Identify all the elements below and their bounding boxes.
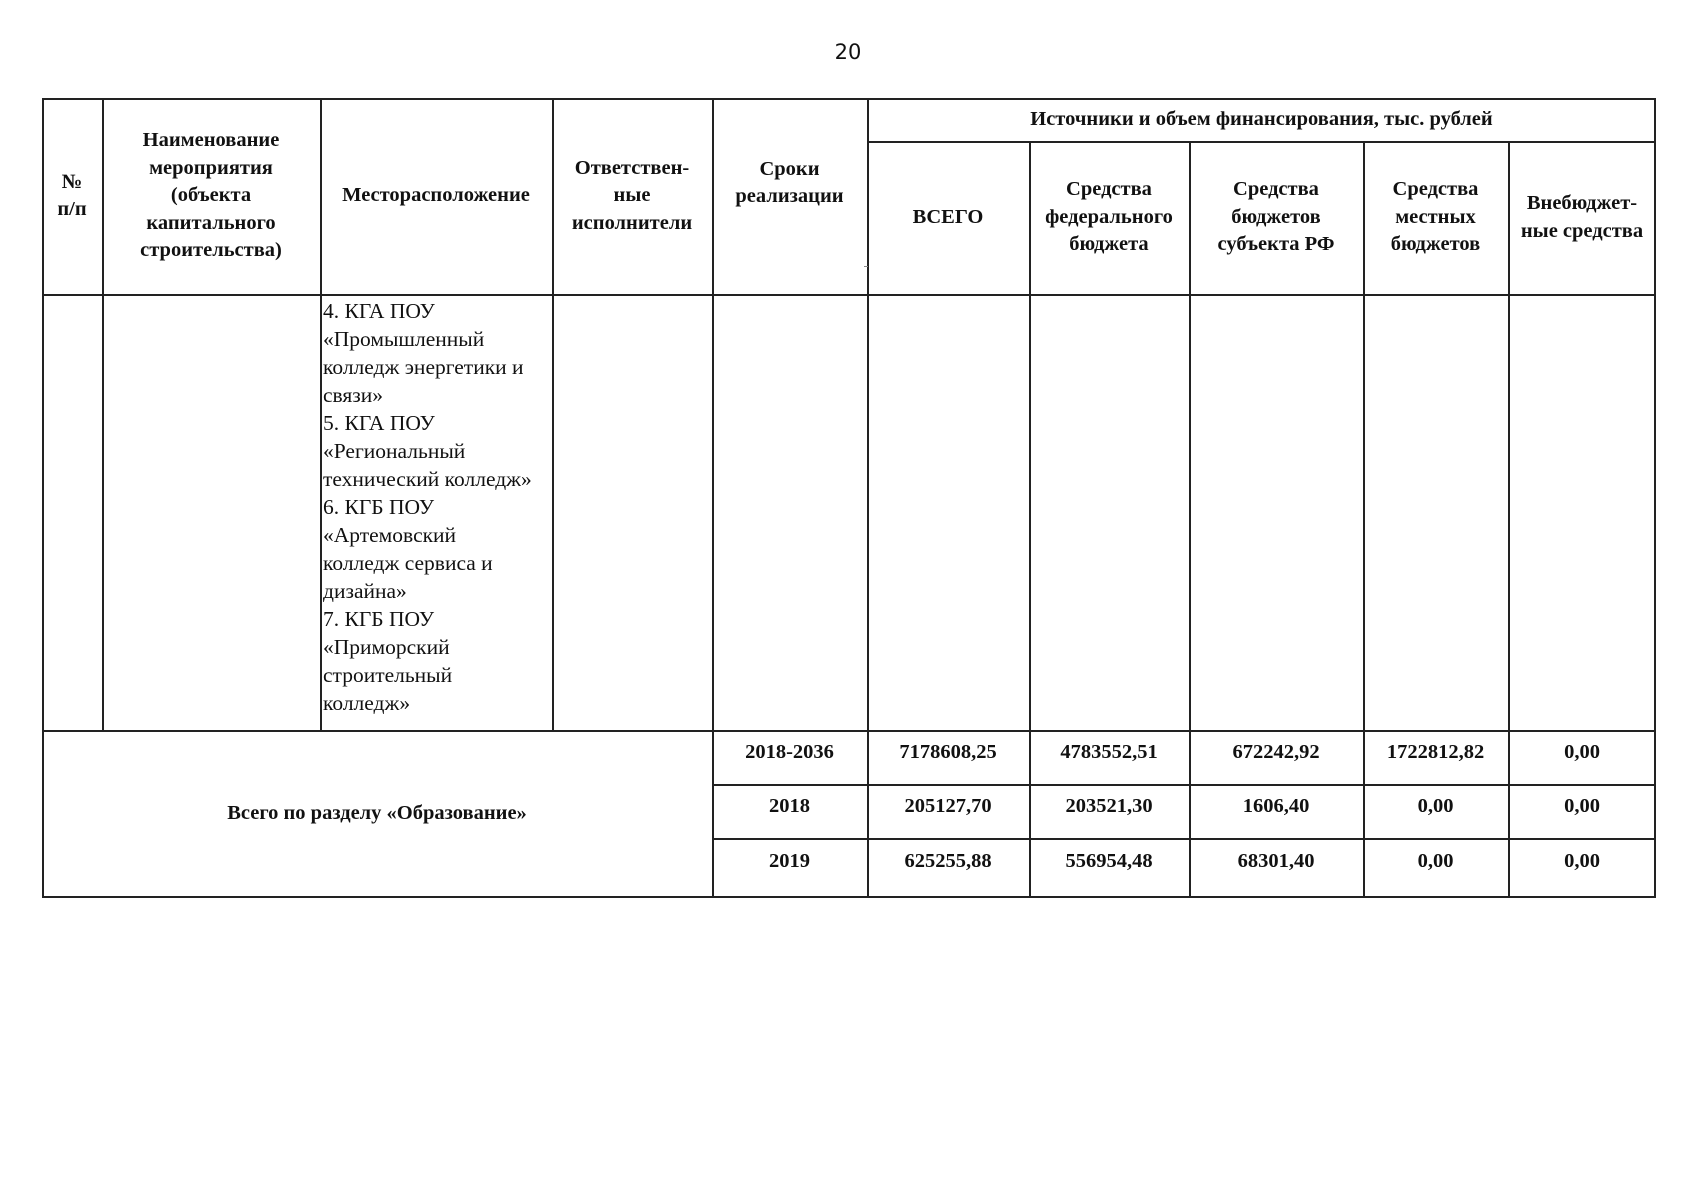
header-responsible: Ответствен- ные исполнители (571, 156, 693, 234)
cell-federal: 4783552,51 (1060, 740, 1158, 763)
cell-extra: 0,00 (1564, 740, 1600, 763)
cell-total: 205127,70 (904, 794, 992, 817)
header-federal: Средства федерального бюджета (1045, 178, 1173, 256)
header-bottom-rule (42, 294, 1656, 296)
cell-period: 2018-2036 (745, 740, 834, 763)
cell-subject: 672242,92 (1232, 740, 1320, 763)
header-location: Месторасположение (342, 184, 530, 207)
list-item: 7. КГБ ПОУ (323, 607, 435, 631)
header-funding-group: Источники и объем финансирования, тыс. рублей (1030, 107, 1493, 130)
cell-total: 625255,88 (904, 849, 992, 872)
cell-federal: 203521,30 (1065, 794, 1153, 817)
list-item: «Приморский (323, 635, 450, 659)
page-number: 20 (834, 40, 862, 64)
cell-period: 2019 (769, 849, 810, 872)
cell-total: 7178608,25 (899, 740, 997, 763)
header-name: Наименование мероприятия (объекта капитального строительства) (140, 129, 282, 262)
cell-extra: 0,00 (1564, 849, 1600, 872)
header-subject: Средства бюджетов субъекта РФ (1217, 178, 1335, 256)
cell-federal: 556954,48 (1065, 849, 1153, 872)
financing-table (42, 98, 1656, 898)
header-local: Средства местных бюджетов (1390, 178, 1481, 256)
list-item: технический колледж» (323, 467, 532, 491)
list-item: 4. КГА ПОУ (323, 299, 435, 323)
cell-extra: 0,00 (1564, 794, 1600, 817)
header-num: № п/п (57, 170, 87, 220)
list-item: колледж сервиса и (323, 551, 493, 575)
list-item: «Региональный (323, 439, 466, 463)
list-item: строительный (323, 663, 453, 687)
list-item: «Промышленный (323, 327, 485, 351)
location-list (323, 297, 551, 717)
cell-local: 0,00 (1417, 794, 1454, 817)
header-total: ВСЕГО (912, 205, 984, 228)
list-item: 6. КГБ ПОУ (323, 495, 435, 519)
total-label: Всего по разделу «Образование» (227, 802, 527, 825)
cell-local: 1722812,82 (1386, 740, 1485, 763)
cell-subject: 1606,40 (1242, 794, 1310, 817)
cell-local: 0,00 (1417, 849, 1454, 872)
cell-period: 2018 (769, 794, 810, 817)
list-item: колледж» (323, 691, 411, 715)
list-item: колледж энергетики и (323, 355, 524, 379)
list-item: «Артемовский (323, 523, 457, 547)
cell-subject: 68301,40 (1237, 849, 1315, 872)
header-period: Сроки реализации (735, 157, 844, 207)
list-item: 5. КГА ПОУ (323, 411, 435, 435)
list-item: дизайна» (323, 579, 407, 603)
list-item: связи» (323, 383, 384, 407)
header-extrabudget: Внебюджет- ные средства (1520, 192, 1644, 242)
